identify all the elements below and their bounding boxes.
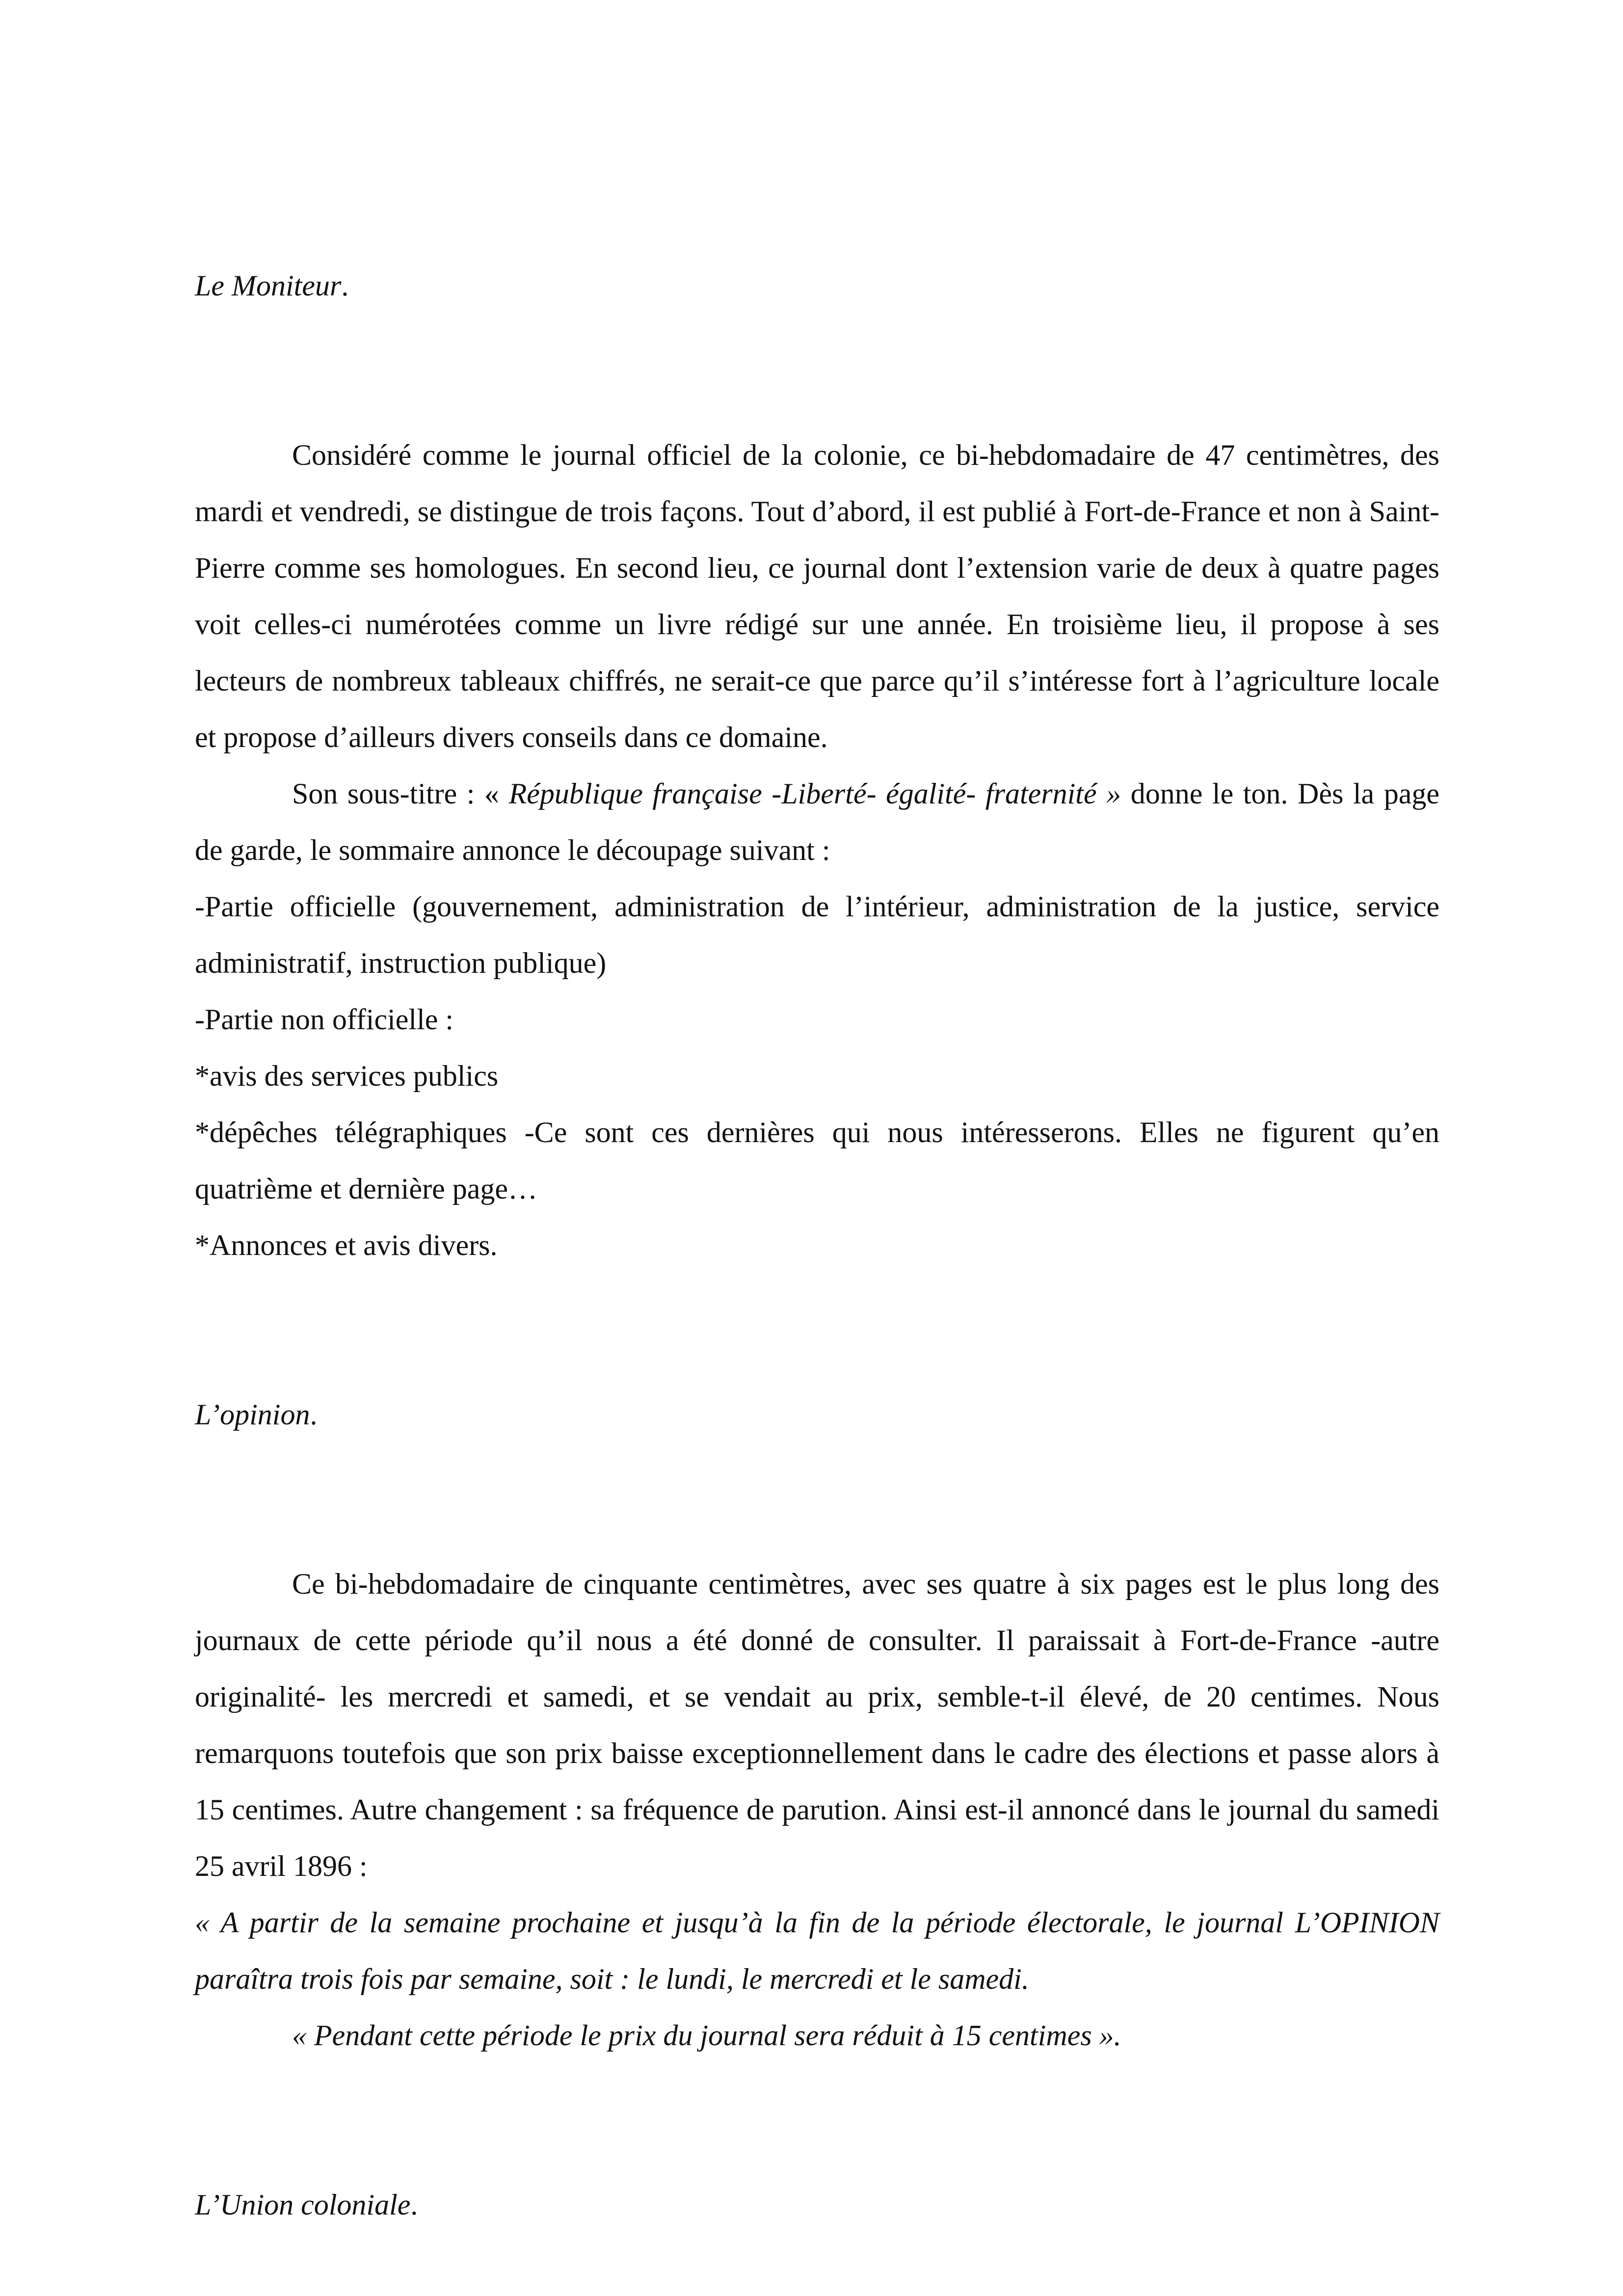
opinion-quote-1: « A partir de la semaine prochaine et jusqu’à la fin de la période électorale, le journal L’OPINION paraîtra trois fois par semaine, soit : le lundi, le mercredi et le samedi. (195, 1906, 1439, 1995)
list-item-avis-services-publics: *avis des services publics (195, 1060, 499, 1092)
opinion-quote-2: « Pendant cette période le prix du journal sera réduit à 15 centimes ». (292, 2019, 1121, 2052)
list-item-depeches-telegraphiques: *dépêches télégraphiques -Ce sont ces dernières qui nous intéresserons. Elles ne figurent qu’en quatrième et dernière page… (195, 1116, 1439, 1205)
opinion-paragraph-1: Ce bi-hebdomadaire de cinquante centimètres, avec ses quatre à six pages est le plus long des journaux de cette période qu’il nous a été donné de consulter. Il paraissait à Fort-de-France -autre originalité- les mercredi et samedi, et se vendait au prix, semble-t-il élevé, de 20 centimes. Nous remarquons toutefois que son prix baisse exceptionnellement dans le cadre des élections et passe alors à 15 centimes. Autre changement : sa fréquence de parution. Ainsi est-il annoncé dans le journal du samedi 25 avril 1896 : (195, 1568, 1439, 1882)
list-item-partie-non-officielle: -Partie non officielle : (195, 1003, 454, 1036)
subtitle-outro: donne le ton. Dès la page de garde, le sommaire annonce le découpage suivant : (195, 777, 1439, 866)
list-item-annonces: *Annonces et avis divers. (195, 1229, 498, 1261)
page-content (195, 258, 1439, 2233)
list-item-partie-officielle: -Partie officielle (gouvernement, administration de l’intérieur, administration de la justice, service administratif, instruction publique) (195, 890, 1439, 979)
subtitle-quote: République française -Liberté- égalité- fraternité » (508, 777, 1121, 810)
section-title-text: L’opinion (195, 1398, 310, 1431)
section-title-text: Le Moniteur (195, 269, 342, 302)
moniteur-paragraph-1: Considéré comme le journal officiel de la colonie, ce bi-hebdomadaire de 47 centimètres, des mardi et vendredi, se distingue de trois façons. Tout d’abord, il est publié à Fort-de-France et non à Saint-Pierre comme ses homologues. En second lieu, ce journal dont l’extension varie de deux à quatre pages voit celles-ci numérotées comme un livre rédigé sur une année. En troisième lieu, il propose à ses lecteurs de nombreux tableaux chiffrés, ne serait-ce que parce qu’il s’intéresse fort à l’agriculture locale et propose d’ailleurs divers conseils dans ce domaine. (195, 439, 1439, 753)
subtitle-intro: Son sous-titre : « (292, 777, 509, 810)
section-title-text: L’Union coloniale (195, 2189, 411, 2221)
moniteur-paragraph-2 (195, 766, 1439, 879)
section-title-le-moniteur: Le Moniteur. (195, 269, 349, 302)
section-title-l-union-coloniale: L’Union coloniale. (195, 2189, 418, 2221)
section-title-l-opinion: L’opinion. (195, 1398, 318, 1431)
